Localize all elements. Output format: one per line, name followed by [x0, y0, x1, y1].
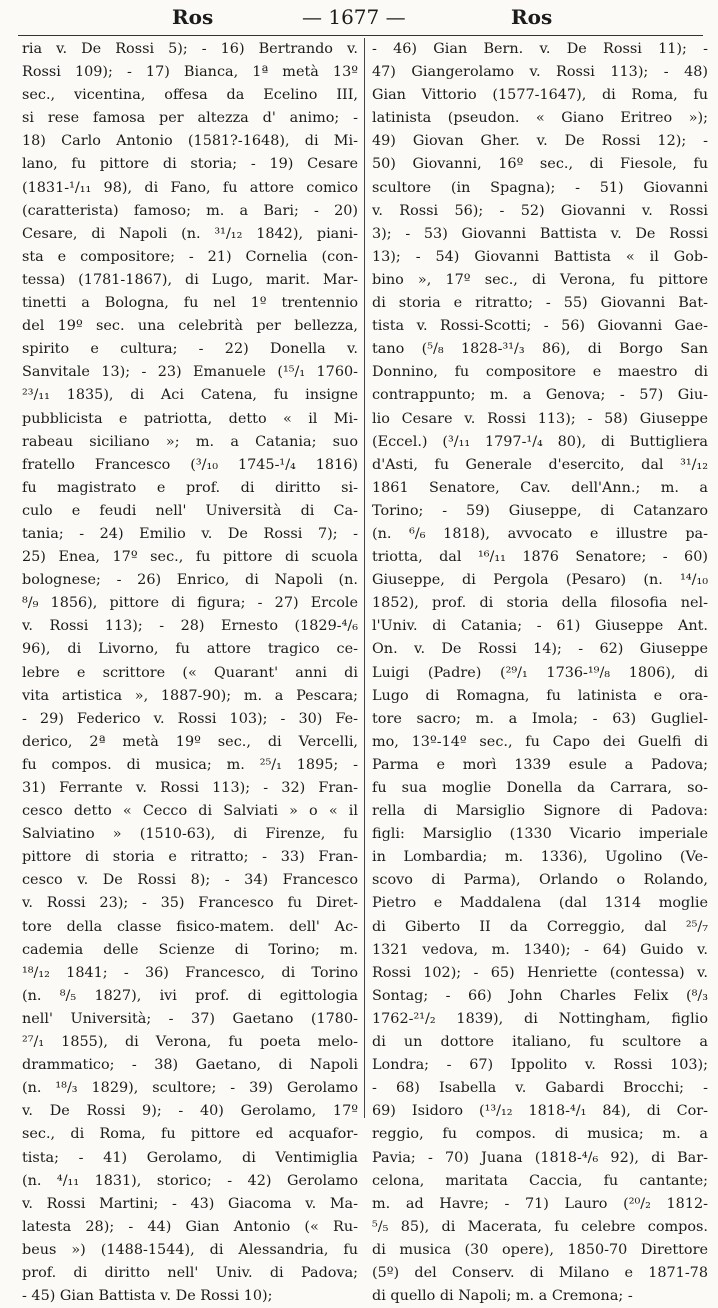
text-line: - 29) Federico v. Rossi 103); - 30) Fe- [22, 710, 358, 727]
text-line: 69) Isidoro (¹³/₁₂ 1818-⁴/₁ 84), di Cor- [372, 1103, 708, 1120]
text-line: pittore di storia e ritratto; - 33) Fran- [22, 849, 358, 866]
text-line: 18) Carlo Antonio (1581?-1648), di Mi- [22, 133, 358, 150]
right-column [372, 38, 708, 1305]
text-line: (n. ⁶/₆ 1818), avvocato e illustre pa- [372, 525, 708, 542]
text-line: del 19º sec. una celebrità per bellezza, [22, 318, 358, 335]
text-line: 1762-²¹/₂ 1839), di Nottingham, figlio [372, 1010, 708, 1027]
text-line: cademia delle Scienze di Torino; m. [22, 941, 358, 958]
text-line: ²³/₁₁ 1835), di Aci Catena, fu insigne [22, 387, 358, 404]
text-line: (5º) del Conserv. di Milano e 1871-78 [372, 1264, 708, 1281]
text-line: Parma e morì 1339 esule a Padova; [372, 756, 708, 773]
text-line: v. Rossi Martini; - 43) Giacoma v. Ma- [22, 1195, 358, 1212]
text-line: Pavia; - 70) Juana (1818-⁴/₆ 92), di Bar- [372, 1149, 708, 1166]
text-line: di Giberto II da Correggio, dal ²⁵/₇ [372, 918, 708, 935]
text-line: Rossi 109); - 17) Bianca, 1ª metà 13º [22, 64, 358, 81]
text-line: - 46) Gian Bern. v. De Rossi 11); - [372, 41, 708, 57]
text-line: (n. ⁸/₅ 1827), ivi prof. di egittologia [22, 987, 358, 1004]
text-line: On. v. De Rossi 14); - 62) Giuseppe [372, 641, 708, 658]
text-line: Donnino, fu compositore e maestro di [372, 364, 708, 381]
text-line: rella di Marsiglio Signore di Padova: [372, 803, 708, 820]
text-line: prof. di diritto nell' Univ. di Padova; [22, 1264, 358, 1281]
text-line: v. Rossi 56); - 52) Giovanni v. Rossi [372, 202, 708, 219]
text-line: beus ») (1488-1544), di Alessandria, fu [22, 1241, 358, 1258]
text-line: 13); - 54) Giovanni Battista « il Gob- [372, 248, 708, 265]
text-line: sta e compositore; - 21) Cornelia (con- [22, 248, 358, 265]
text-line: di quello di Napoli; m. a Cremona; - [372, 1288, 633, 1305]
text-line: d'Asti, fu Generale d'esercito, dal ³¹/₁₂ [372, 456, 708, 473]
text-line: v. De Rossi 9); - 40) Gerolamo, 17º [22, 1103, 358, 1120]
header-rule [18, 35, 703, 36]
text-line: ¹⁸/₁₂ 1841; - 36) Francesco, di Torino [22, 964, 358, 981]
text-line: bolognese; - 26) Enrico, di Napoli (n. [22, 572, 358, 589]
left-column [22, 38, 358, 1305]
text-line: figli: Marsiglio (1330 Vicario imperiale [372, 826, 708, 843]
text-line: fu compos. di musica; m. ²⁵/₁ 1895; - [22, 756, 358, 773]
text-line: - 68) Isabella v. Gabardi Brocchi; - [372, 1080, 708, 1097]
text-line: derico, 2ª metà 19º sec., di Vercelli, [22, 733, 358, 750]
header-left-word: Ros [172, 5, 214, 29]
text-line: 96), di Livorno, fu attore tragico ce- [22, 641, 358, 658]
text-line: tore della classe fisico-matem. dell' Ac- [22, 918, 358, 935]
text-line: Gian Vittorio (1577-1647), di Roma, fu [372, 87, 708, 104]
running-header [0, 4, 718, 32]
text-line: m. ad Havre; - 71) Lauro (²⁰/₂ 1812- [372, 1195, 708, 1212]
text-line: pubblicista e patriotta, detto « il Mi- [22, 410, 358, 427]
text-line: mo, 13º-14º sec., fu Capo dei Guelfi di [372, 733, 708, 750]
text-line: ²⁷/₁ 1855), di Verona, fu poeta melo- [22, 1034, 358, 1051]
text-line: fratello Francesco (³/₁₀ 1745-¹/₄ 1816) [22, 456, 358, 473]
text-line: rabeau siciliano »; m. a Catania; suo [22, 433, 358, 450]
text-line: v. Rossi 113); - 28) Ernesto (1829-⁴/₆ [22, 618, 358, 635]
text-line: ⁸/₉ 1856), pittore di figura; - 27) Ercole [22, 595, 358, 612]
text-line: 1861 Senatore, Cav. dell'Ann.; m. a [372, 479, 708, 496]
text-line: di storia e ritratto; - 55) Giovanni Bat- [372, 295, 708, 312]
text-line: lano, fu pittore di storia; - 19) Cesare [22, 156, 358, 173]
text-line: 1321 vedova, m. 1340); - 64) Guido v. [372, 941, 708, 958]
text-line: latinista (pseudon. « Giano Eritreo »); [372, 110, 708, 127]
text-line: si rese famosa per altezza d' animo; - [22, 110, 358, 127]
text-line: Torino; - 59) Giuseppe, di Catanzaro [372, 502, 708, 519]
text-line: 47) Giangerolamo v. Rossi 113); - 48) [372, 64, 708, 81]
text-line: 1852), prof. di storia della filosofia nel- [372, 595, 708, 612]
text-line: reggio, fu compos. di musica; m. a [372, 1126, 708, 1143]
text-line: di un dottore italiano, fu scultore a [372, 1034, 708, 1051]
text-line: - 45) Gian Battista v. De Rossi 10); [22, 1288, 273, 1305]
text-line: l'Univ. di Catania; - 61) Giuseppe Ant. [372, 618, 708, 635]
column-divider [364, 38, 365, 1118]
text-line: 49) Giovan Gher. v. De Rossi 12); - [372, 133, 708, 150]
text-line: scultore (in Spagna); - 51) Giovanni [372, 179, 708, 196]
text-line: v. Rossi 23); - 35) Francesco fu Diret- [22, 895, 358, 912]
text-line: scovo di Parma), Orlando o Rolando, [372, 872, 708, 889]
text-line: latesta 28); - 44) Gian Antonio (« Ru- [22, 1218, 358, 1235]
text-line: tista v. Rossi-Scotti; - 56) Giovanni Gae- [372, 318, 708, 335]
text-line: di musica (30 opere), 1850-70 Direttore [372, 1241, 708, 1258]
text-line: nell' Università; - 37) Gaetano (1780- [22, 1010, 358, 1027]
text-line: Rossi 102); - 65) Henriette (contessa) v. [372, 964, 708, 981]
text-line: contrappunto; m. a Genova; - 57) Giu- [372, 387, 708, 404]
text-line: tania; - 24) Emilio v. De Rossi 7); - [22, 525, 358, 542]
text-line: tore sacro; m. a Imola; - 63) Gugliel- [372, 710, 708, 727]
header-right-word: Ros [511, 5, 553, 29]
text-line: Cesare, di Napoli (n. ³¹/₁₂ 1842), piani- [22, 225, 358, 242]
text-line: bino », 17º sec., di Verona, fu pittore [372, 271, 708, 288]
text-line: spirito e cultura; - 22) Donella v. [22, 341, 358, 358]
text-line: Lugo di Romagna, fu latinista e ora- [372, 687, 708, 704]
text-line: Sontag; - 66) John Charles Felix (⁸/₃ [372, 987, 708, 1004]
text-line: cesco detto « Cecco di Salviati » o « il [22, 803, 358, 820]
text-line: sec., vicentina, offesa da Ecelino III, [22, 87, 358, 104]
text-line: Londra; - 67) Ippolito v. Rossi 103); [372, 1057, 708, 1074]
text-line: 31) Ferrante v. Rossi 113); - 32) Fran- [22, 780, 358, 796]
text-line: (Eccel.) (³/₁₁ 1797-¹/₄ 80), di Buttigliera [372, 433, 708, 450]
text-line: vita artistica », 1887-90); m. a Pescara; [22, 687, 358, 704]
text-line: fu sua moglie Donella da Carrara, so- [372, 780, 708, 796]
text-line: drammatico; - 38) Gaetano, di Napoli [22, 1057, 358, 1074]
text-line: celona, maritata Caccia, fu cantante; [372, 1172, 708, 1189]
text-line: triotta, dal ¹⁶/₁₁ 1876 Senatore; - 60) [372, 549, 708, 566]
text-line: 50) Giovanni, 16º sec., di Fiesole, fu [372, 156, 708, 173]
text-line: Giuseppe, di Pergola (Pesaro) (n. ¹⁴/₁₀ [372, 572, 708, 589]
text-line: ⁵/₅ 85), di Macerata, fu celebre compos. [372, 1218, 708, 1235]
text-line: (n. ⁴/₁₁ 1831), storico; - 42) Gerolamo [22, 1172, 358, 1189]
text-line: in Lombardia; m. 1336), Ugolino (Ve- [372, 849, 708, 866]
text-line: 25) Enea, 17º sec., fu pittore di scuola [22, 549, 358, 566]
text-line: tinetti a Bologna, fu nel 1º trentennio [22, 295, 358, 312]
text-line: Luigi (Padre) (²⁹/₁ 1736-¹⁹/₈ 1806), di [372, 664, 708, 681]
text-line: tano (⁵/₈ 1828-³¹/₃ 86), di Borgo San [372, 341, 708, 358]
text-line: (caratterista) famoso; m. a Bari; - 20) [22, 202, 358, 219]
text-line: ria v. De Rossi 5); - 16) Bertrando v. [22, 41, 358, 57]
text-line: lebre e scrittore (« Quarant' anni di [22, 664, 358, 681]
text-line: 3); - 53) Giovanni Battista v. De Rossi [372, 225, 708, 242]
text-line: (n. ¹⁸/₃ 1829), scultore; - 39) Gerolamo [22, 1080, 358, 1097]
page-number: — 1677 — [302, 5, 406, 29]
text-line: lio Cesare v. Rossi 113); - 58) Giuseppe [372, 410, 708, 427]
text-line: (1831-¹/₁₁ 98), di Fano, fu attore comico [22, 179, 358, 196]
text-line: tessa) (1781-1867), di Lugo, marit. Mar- [22, 271, 358, 288]
text-line: sec., di Roma, fu pittore ed acquafor- [22, 1126, 358, 1143]
text-line: cesco v. De Rossi 8); - 34) Francesco [22, 872, 358, 889]
text-line: tista; - 41) Gerolamo, di Ventimiglia [22, 1149, 358, 1166]
text-line: Sanvitale 13); - 23) Emanuele (¹⁵/₁ 1760- [22, 364, 358, 381]
text-line: culo e feudi nell' Università di Ca- [22, 502, 358, 519]
text-line: fu magistrato e prof. di diritto si- [22, 479, 358, 496]
text-line: Salviatino » (1510-63), di Firenze, fu [22, 826, 358, 843]
text-line: Pietro e Maddalena (dal 1314 moglie [372, 895, 708, 912]
